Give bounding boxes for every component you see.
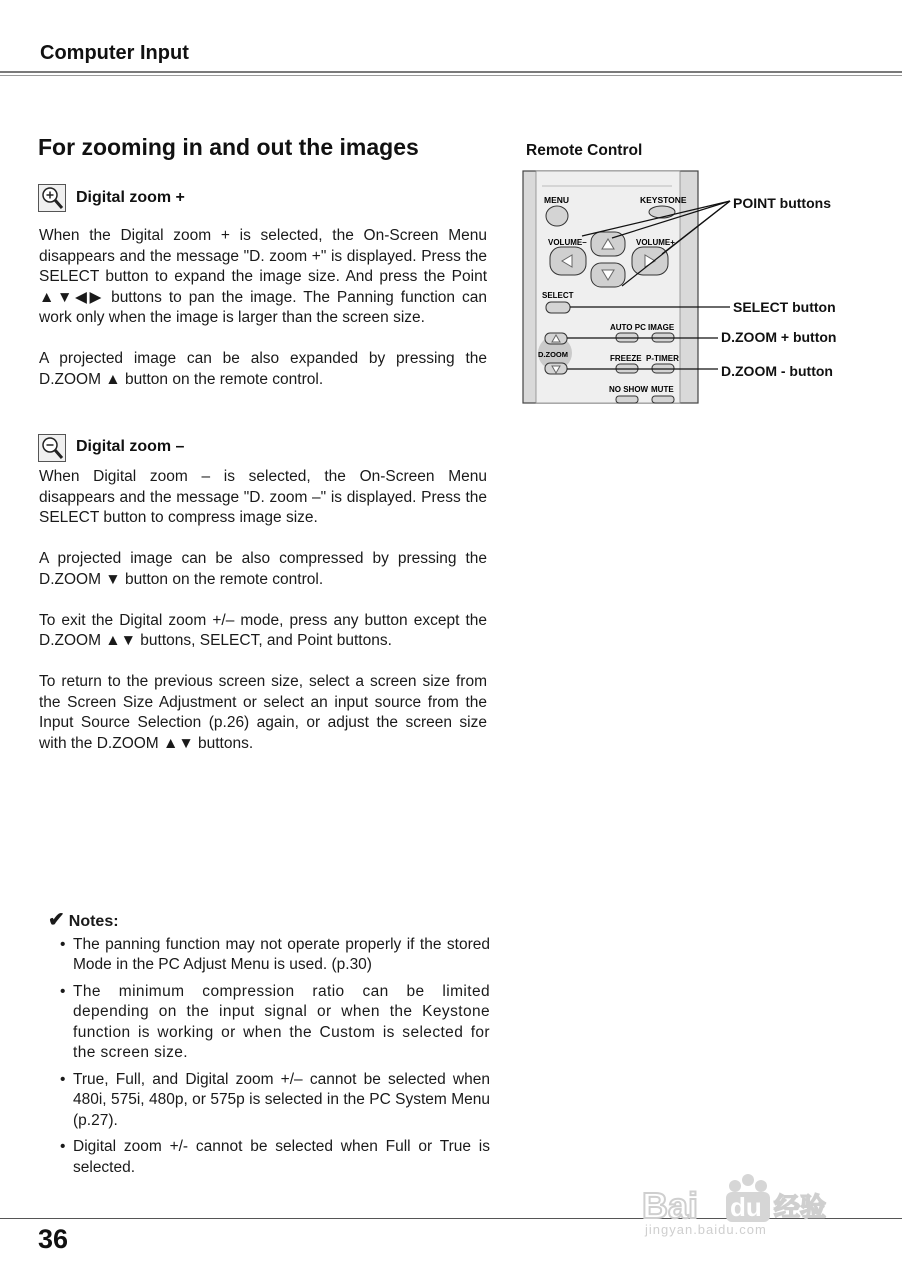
note-item bbox=[48, 982, 490, 1064]
svg-text:经验: 经验 bbox=[774, 1193, 827, 1223]
bullet: • bbox=[60, 1138, 66, 1155]
svg-text:du: du bbox=[730, 1192, 762, 1222]
remote-control-label: Remote Control bbox=[526, 142, 643, 159]
p-timer-label: P-TIMER bbox=[646, 354, 679, 363]
svg-text:Bai: Bai bbox=[642, 1185, 699, 1226]
note-text: True, Full, and Digital zoom +/– cannot be selected when 480i, 575i, 480p, or 575p is selected in the PC System Menu (p.27). bbox=[73, 1070, 490, 1129]
mute-button bbox=[652, 396, 674, 403]
zoom-out-icon bbox=[38, 434, 66, 462]
note-text: The panning function may not operate properly if the stored Mode in the PC Adjust Menu is used. (p.30) bbox=[73, 935, 490, 973]
auto-pc-label: AUTO PC bbox=[610, 323, 646, 332]
zoom-in-icon bbox=[38, 184, 66, 212]
bullet: • bbox=[60, 1070, 66, 1088]
paragraph: When the Digital zoom + is selected, the On-Screen Menu disappears and the message "D. zoom +" is displayed. Press the SELECT button to expand the image size. And press the Point ▲▼◀▶ buttons to pan the image. The Panning function can work only when the image is larger than the screen size. bbox=[39, 227, 487, 326]
notes-heading-text: Notes: bbox=[68, 913, 119, 930]
section-title: For zooming in and out the images bbox=[38, 134, 419, 160]
volume-plus-label: VOLUME+ bbox=[636, 238, 675, 247]
paragraph: A projected image can be also expanded by pressing the D.ZOOM ▲ button on the remote control. bbox=[39, 350, 487, 388]
running-header: Computer Input bbox=[40, 42, 189, 64]
paragraph: A projected image can be also compressed by pressing the D.ZOOM ▼ button on the remote control. bbox=[39, 550, 487, 588]
select-label: SELECT bbox=[542, 291, 574, 300]
note-item bbox=[48, 1070, 490, 1132]
notes-box bbox=[48, 910, 490, 1184]
select-button-callout: SELECT button bbox=[733, 299, 836, 315]
no-show-button bbox=[616, 396, 638, 403]
dzoom-minus-callout: D.ZOOM - button bbox=[721, 363, 833, 379]
digital-zoom-plus-heading: Digital zoom + bbox=[76, 189, 185, 206]
paragraph: When Digital zoom – is selected, the On-Screen Menu disappears and the message "D. zoom –" is displayed. Press the SELECT button to compress image size. bbox=[39, 468, 487, 526]
dzoom-plus-callout: D.ZOOM + button bbox=[721, 329, 837, 345]
header-rule-thin bbox=[0, 75, 902, 76]
notes-heading bbox=[48, 910, 490, 933]
freeze-label: FREEZE bbox=[610, 354, 642, 363]
keystone-button bbox=[649, 206, 675, 218]
no-show-label: NO SHOW bbox=[609, 385, 649, 394]
paragraph: To return to the previous screen size, select a screen size from the Screen Size Adjustment or select an input source from the Input Source Selection (p.26) again, or adjust the screen size with the D.ZOOM ▲▼ buttons. bbox=[39, 673, 487, 752]
baidu-watermark-logo bbox=[640, 1168, 850, 1258]
checkmark-icon: ✔ bbox=[48, 909, 65, 931]
mute-label: MUTE bbox=[651, 385, 674, 394]
paragraph: To exit the Digital zoom +/– mode, press any button except the D.ZOOM ▲▼ buttons, SELECT, and Point buttons. bbox=[39, 611, 487, 649]
digital-zoom-minus-heading: Digital zoom – bbox=[76, 438, 185, 455]
bullet: • bbox=[60, 935, 66, 953]
menu-label: MENU bbox=[544, 195, 570, 205]
menu-button bbox=[546, 206, 568, 226]
page-number: 36 bbox=[38, 1224, 69, 1254]
image-label: IMAGE bbox=[648, 323, 675, 332]
bullet: • bbox=[60, 982, 66, 1000]
header-rule bbox=[0, 71, 902, 73]
digital-zoom-minus-text bbox=[39, 467, 487, 775]
select-button bbox=[546, 302, 570, 313]
note-text: Digital zoom +/- cannot be selected when Full or True is selected. bbox=[73, 1138, 490, 1176]
note-item bbox=[48, 1137, 490, 1178]
volume-minus-label: VOLUME– bbox=[548, 238, 587, 247]
note-item bbox=[48, 935, 490, 976]
digital-zoom-plus-text bbox=[39, 226, 487, 411]
point-buttons-callout: POINT buttons bbox=[733, 195, 831, 211]
keystone-label: KEYSTONE bbox=[640, 195, 687, 205]
dzoom-label: D.ZOOM bbox=[538, 350, 568, 359]
watermark-url: jingyan.baidu.com bbox=[645, 1222, 767, 1237]
note-text: The minimum compression ratio can be limited depending on the input signal or when the Keystone function is working or when the Custom is selected for the screen size. bbox=[73, 982, 490, 1061]
